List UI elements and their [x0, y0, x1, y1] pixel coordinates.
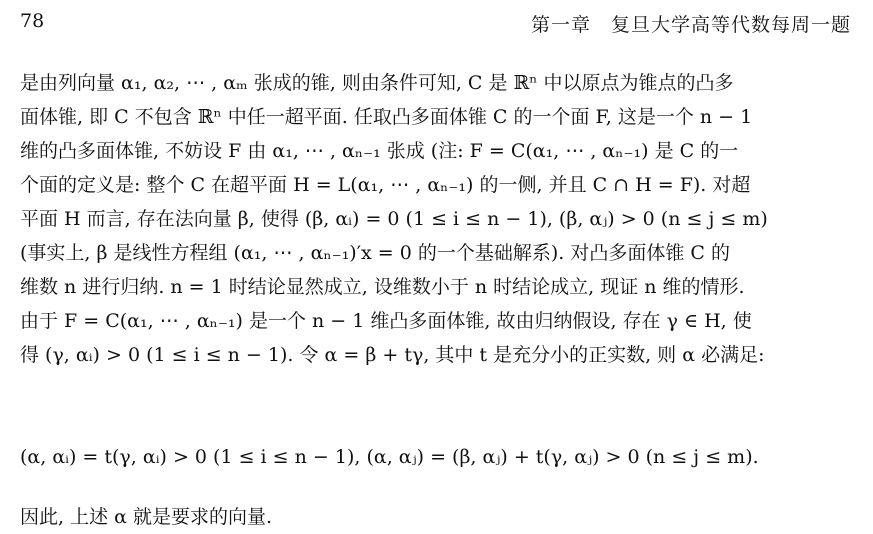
text-line: 面体锥, 即 C 不包含 ℝⁿ 中任一超平面. 任取凸多面体锥 C 的一个面 F, 这是一个 n − 1 — [20, 106, 753, 128]
text-line: 是由列向量 α₁, α₂, ⋯ , αₘ 张成的锥, 则由条件可知, C 是 ℝⁿ 中以原点为锥点的凸多 — [20, 72, 734, 94]
text-line: (事实上, β 是线性方程组 (α₁, ⋯ , αₙ₋₁)′x = 0 的一个基础解系). 对凸多面体锥 C 的 — [20, 242, 730, 264]
running-head: 第一章 复旦大学高等代数每周一题 — [530, 14, 851, 36]
closing-line: 因此, 上述 α 就是要求的向量. — [20, 506, 273, 528]
page-number: 78 — [20, 10, 45, 32]
text-line: 得 (γ, αᵢ) > 0 (1 ≤ i ≤ n − 1). 令 α = β + tγ, 其中 t 是充分小的正实数, 则 α 必满足: — [20, 344, 765, 366]
text-line: 维数 n 进行归纳. n = 1 时结论显然成立, 设维数小于 n 时结论成立, 现证 n 维的情形. — [20, 276, 745, 298]
text-line: 个面的定义是: 整个 C 在超平面 H = L(α₁, ⋯ , αₙ₋₁) 的一侧, 并且 C ∩ H = F). 对超 — [20, 174, 751, 196]
display-equation: (α, αᵢ) = t(γ, αᵢ) > 0 (1 ≤ i ≤ n − 1), (α, αⱼ) = (β, αⱼ) + t(γ, αⱼ) > 0 (n ≤ j ≤ m). — [20, 446, 759, 468]
text-line: 由于 F = C(α₁, ⋯ , αₙ₋₁) 是一个 n − 1 维凸多面体锥, 故由归纳假设, 存在 γ ∈ H, 使 — [20, 310, 752, 332]
text-line: 平面 H 而言, 存在法向量 β, 使得 (β, αᵢ) = 0 (1 ≤ i ≤ n − 1), (β, αⱼ) > 0 (n ≤ j ≤ m) — [20, 208, 768, 230]
text-line: 维的凸多面体锥, 不妨设 F 由 α₁, ⋯ , αₙ₋₁ 张成 (注: F = C(α₁, ⋯ , αₙ₋₁) 是 C 的一 — [20, 140, 739, 162]
proof-paragraph — [20, 66, 855, 372]
page-header — [20, 8, 851, 36]
